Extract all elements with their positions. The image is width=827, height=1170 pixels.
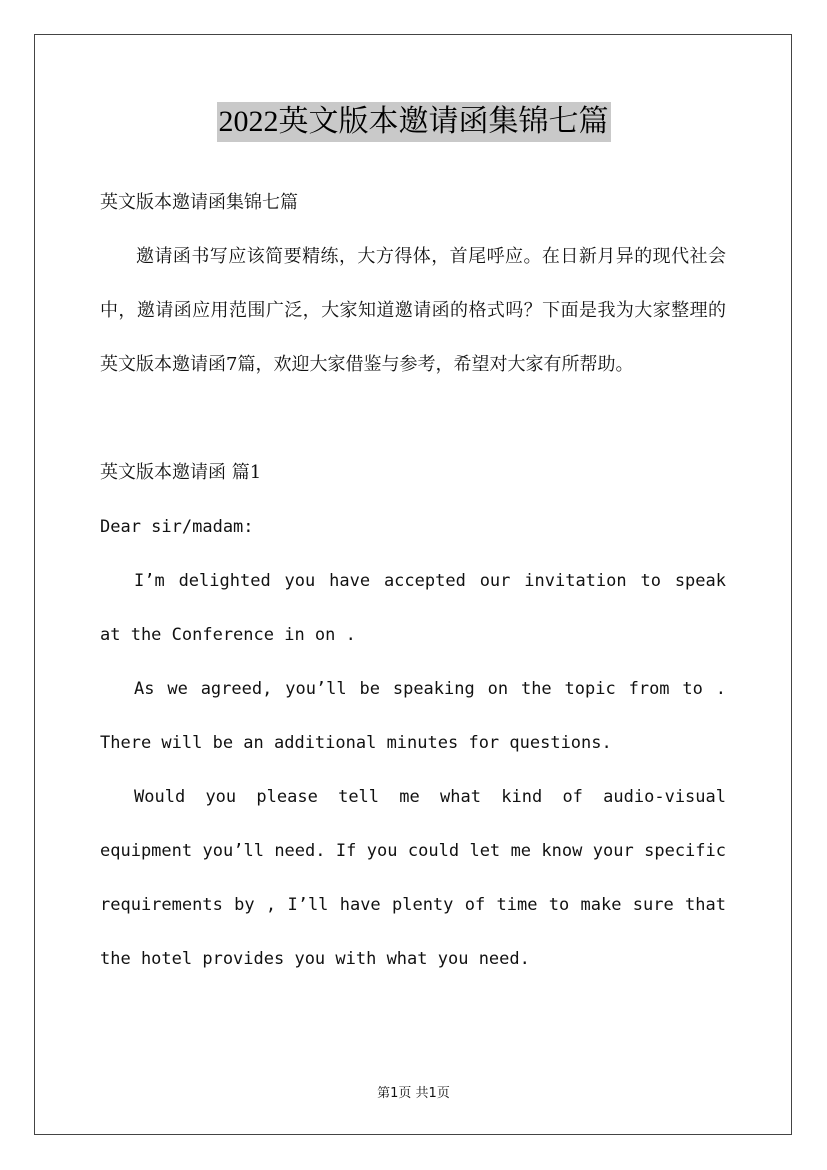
- letter-paragraph-1: I’m delighted you have accepted our invitation to speak at the Conference in on .: [100, 571, 726, 645]
- document-title-wrapper: [0, 102, 827, 142]
- document-title: 2022英文版本邀请函集锦七篇: [217, 102, 611, 142]
- section-heading: 英文版本邀请函 篇1: [100, 462, 262, 483]
- page-footer: [0, 1082, 827, 1101]
- page-number: 第1页 共1页: [377, 1086, 450, 1101]
- document-body: [100, 176, 726, 986]
- document-subtitle: 英文版本邀请函集锦七篇: [100, 192, 298, 213]
- letter-paragraph-2: As we agreed, you’ll be speaking on the topic from to . There will be an additional minutes for questions.: [100, 679, 726, 753]
- paragraph-spacer: [100, 392, 726, 446]
- intro-paragraph: 邀请函书写应该简要精练，大方得体，首尾呼应。在日新月异的现代社会中，邀请函应用范围广泛，大家知道邀请函的格式吗？下面是我为大家整理的英文版本邀请函7篇，欢迎大家借鉴与参考，希望对大家有所帮助。: [100, 246, 726, 375]
- letter-paragraph-3: Would you please tell me what kind of audio-visual equipment you’ll need. If you could let me know your specific requirements by , I’ll have plenty of time to make sure that the hotel provides you with what you need.: [100, 787, 726, 969]
- letter-salutation: Dear sir/madam:: [100, 517, 254, 537]
